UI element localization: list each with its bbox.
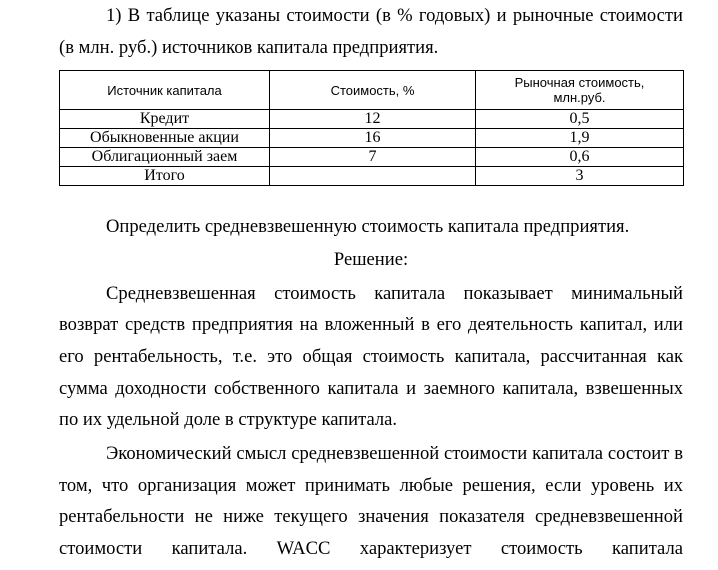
cell-market-value: 0,5: [476, 110, 684, 129]
table-row: [60, 129, 684, 148]
cell-total-cost: [270, 167, 476, 186]
paragraph1-line-4: сумма доходности собственного капитала и заемного капитала, взвешенных: [59, 378, 683, 399]
paragraph1-line-3: его рентабельность, т.е. это общая стоимость капитала, рассчитанная как: [59, 346, 683, 367]
cell-cost: 12: [270, 110, 476, 129]
cell-source: Обыкновенные акции: [60, 129, 270, 148]
cell-total-market-value: 3: [476, 167, 684, 186]
table-row: [60, 110, 684, 129]
cell-cost: 16: [270, 129, 476, 148]
header-market-value: [476, 71, 684, 110]
cell-source: Облигационный заем: [60, 148, 270, 167]
paragraph2-line-2: том, что организация может принимать любые решения, если уровень их: [59, 475, 683, 496]
paragraph1-line-2: возврат средств предприятия на вложенный в его деятельность капитал, или: [59, 314, 683, 335]
cell-market-value: 0,6: [476, 148, 684, 167]
table-total-row: [60, 167, 684, 186]
paragraph2-line-3: рентабельности не ниже текущего значения показателя средневзвешенной: [59, 506, 683, 527]
cell-total-label: Итого: [60, 167, 270, 186]
cell-market-value: 1,9: [476, 129, 684, 148]
paragraph1-line-1: Средневзвешенная стоимость капитала показывает минимальный: [106, 283, 683, 304]
problem-line-1: 1) В таблице указаны стоимости (в % годовых) и рыночные стоимости: [106, 5, 683, 26]
header-cost: Стоимость, %: [270, 71, 476, 110]
header-market-value-text: Рыночная стоимость, млн.руб.: [514, 75, 645, 105]
table-header-row: [60, 71, 684, 110]
header-source: Источник капитала: [60, 71, 270, 110]
paragraph2-line-4: стоимости капитала. WACC характеризует стоимость капитала: [59, 538, 683, 559]
capital-sources-table: [59, 70, 684, 186]
table-row: [60, 148, 684, 167]
solution-heading: Решение:: [333, 249, 409, 270]
paragraph1-line-5: по их удельной доле в структуре капитала.: [59, 409, 398, 430]
cell-source: Кредит: [60, 110, 270, 129]
task-statement: Определить средневзвешенную стоимость капитала предприятия.: [106, 216, 630, 237]
cell-cost: 7: [270, 148, 476, 167]
problem-line-2: (в млн. руб.) источников капитала предприятия.: [59, 37, 439, 58]
paragraph2-line-1: Экономический смысл средневзвешенной стоимости капитала состоит в: [106, 443, 683, 464]
